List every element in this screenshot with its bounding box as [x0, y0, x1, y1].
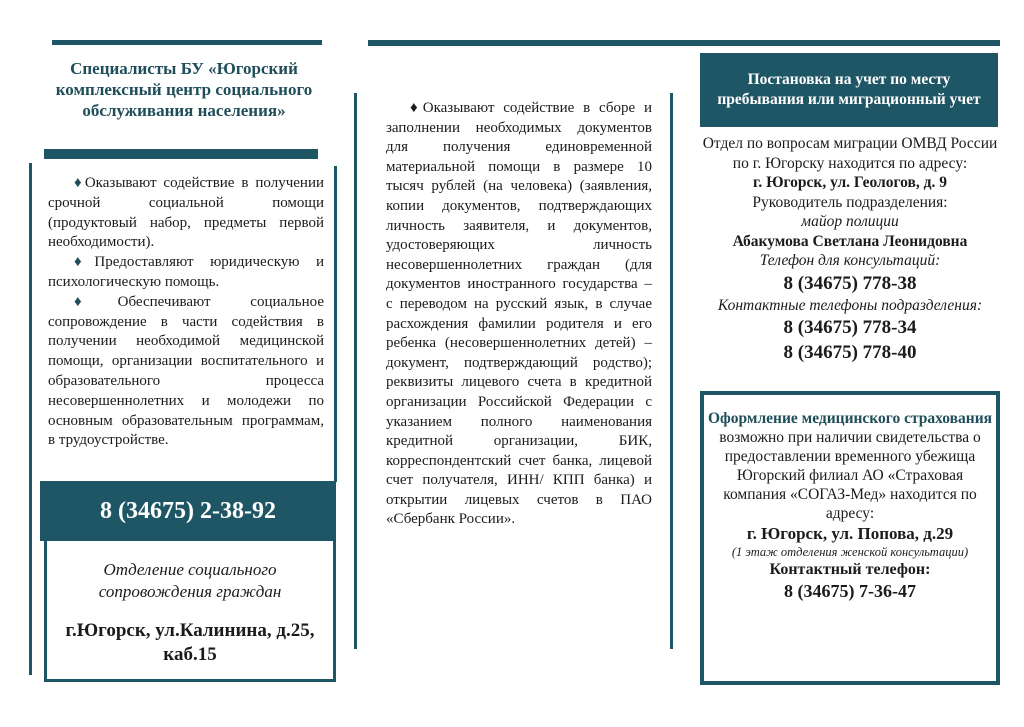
diamond-bullet-icon: ♦ — [74, 175, 85, 191]
insurance-note: (1 этаж отделения женской консультации) — [731, 545, 969, 559]
middle-right-vertical-rule — [670, 93, 673, 649]
consult-phone: 8 (34675) 778-38 — [783, 272, 917, 294]
middle-left-vertical-rule — [354, 93, 357, 649]
list-item: ♦Оказывают содействие в получении срочной социальной помощи (продуктовый набор, предметы первой необходимости). — [48, 175, 324, 251]
department-address: г.Югорск, ул.Калинина, д.25, каб.15 — [65, 620, 315, 665]
diamond-bullet-icon: ♦ — [410, 100, 423, 116]
department-name: Отделение социального сопровождения граждан — [98, 560, 282, 601]
department-box — [44, 541, 336, 682]
list-item: ♦Обеспечивают социальное сопровождение в части содействия в получении необходимой медицинской помощи, организации воспитательного и образовательного процесса несовершеннолетних и молодежи по основным образовательным программам, в трудоустройстве. — [48, 293, 325, 449]
insurance-address: г. Югорск, ул. Попова, д.29 — [746, 524, 954, 543]
right-heading-banner — [700, 53, 998, 127]
insurance-phone: 8 (34675) 7-36-47 — [784, 581, 916, 601]
right-heading: Постановка на учет по месту пребывания или миграционный учет — [717, 71, 981, 108]
middle-text-block — [386, 99, 652, 530]
left-inner-vertical-rule — [334, 166, 337, 482]
list-item: ♦Оказывают содействие в сборе и заполнении необходимых документов для получения единовременной материальной помощи в размере 10 тысяч рублей (на человека) (заявления, копии документов, подтверждающих личность заявителя, и документов, удостоверяющих личность несовершеннолетних граждан (для документов иностранного государства – с переводом на русский язык, в случае расхождения фамилии родителя и его ребенка (несовершеннолетних детей) – документ, подтверждающий родство); реквизиты лицевого счета в кредитной организации Российской Федерации с указанием полного наименования кредитной организации, БИК, корреспондентский счет банка, лицевой счет получателя, ИНН/ КПП банка) и открытии лицевых счетов в ПАО «Сбербанк России». — [386, 100, 652, 528]
consult-label: Телефон для консультаций: — [759, 252, 941, 269]
contacts-label: Контактные телефоны подразделения: — [717, 296, 983, 314]
left-phone: 8 (34675) 2-38-92 — [100, 497, 276, 524]
insurance-title: Оформление медицинского страхования — [707, 410, 993, 427]
insurance-phone-label: Контактный телефон: — [769, 561, 931, 578]
migration-address: г. Югорск, ул. Геологов, д. 9 — [753, 174, 947, 191]
head-name: Абакумова Светлана Леонидовна — [732, 232, 968, 250]
left-vertical-rule — [29, 163, 32, 675]
left-top-bar — [52, 40, 322, 45]
contact-phone-1: 8 (34675) 778-34 — [783, 317, 917, 338]
diamond-bullet-icon: ♦ — [74, 293, 118, 310]
contact-phone-2: 8 (34675) 778-40 — [783, 342, 917, 363]
insurance-text: возможно при наличии свидетельства о предоставлении временного убежища Югорский филиал АО «Страховая компания «СОГАЗ-Мед» находится по адресу: — [719, 429, 981, 522]
migration-info — [700, 134, 1000, 365]
insurance-info — [704, 409, 996, 603]
left-services-list — [48, 174, 324, 451]
list-item: ♦Предоставляют юридическую и психологическую помощь. — [48, 254, 325, 290]
top-long-bar — [368, 40, 1000, 46]
left-heading: Специалисты БУ «Югорский комплексный центр социального обслуживания населения» — [55, 59, 313, 120]
diamond-bullet-icon: ♦ — [74, 254, 95, 271]
head-rank: майор полиции — [801, 213, 899, 230]
left-phone-banner — [40, 481, 336, 541]
left-heading-underline — [44, 149, 318, 159]
migration-intro: Отдел по вопросам миграции ОМВД России по г. Югорску находится по адресу: — [702, 135, 998, 172]
head-label: Руководитель подразделения: — [752, 193, 948, 211]
